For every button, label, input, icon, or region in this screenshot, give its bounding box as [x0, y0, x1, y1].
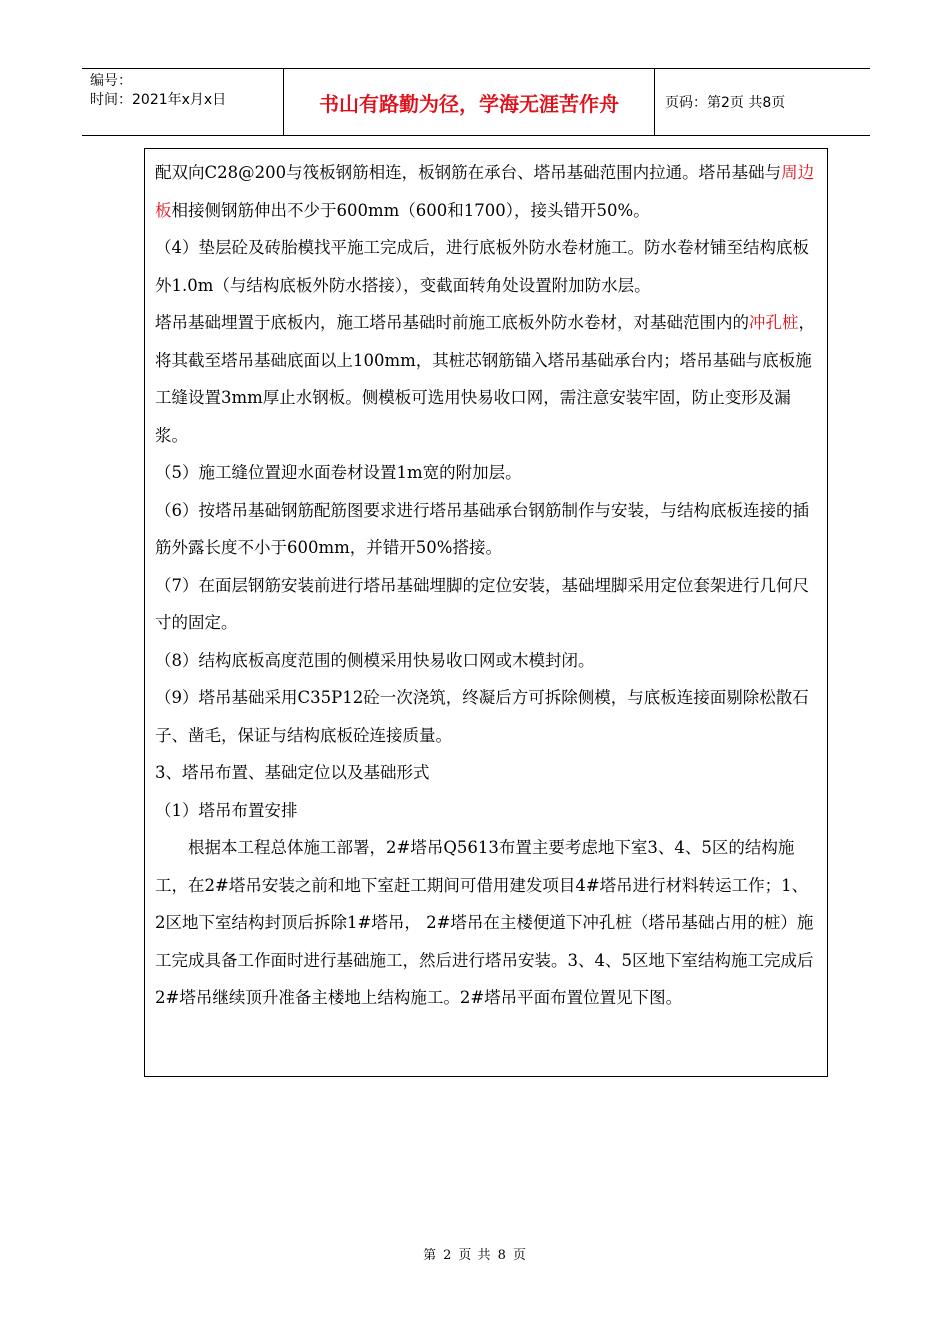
paragraph-step-8: （8）结构底板高度范围的侧模采用快易收口网或木模封闭。: [155, 650, 595, 670]
paragraph-crane-layout: 根据本工程总体施工部署，2#塔吊Q5613布置主要考虑地下室3、4、5区的结构施工，在2#塔吊安装之前和地下室赶工期间可借用建发项目4#塔吊进行材料转运工作；1、2区地下室结构封顶后拆除1#塔吊， 2#塔吊在主楼便道下冲孔桩（塔吊基础占用的桩）施工完成具备工作面时进行基础施工，然后进行塔吊安装。3、4、5区地下室结构施工完成后2#塔吊继续顶升准备主楼地上结构施工。2#塔吊平面布置位置见下图。: [155, 838, 814, 1007]
paragraph-step-6: （6）按塔吊基础钢筋配筋图要求进行塔吊基础承台钢筋制作与安装，与结构底板连接的插筋外露长度不小于600mm，并错开50%搭接。: [155, 500, 809, 557]
document-date: 时间：2021年x月x日: [90, 92, 227, 108]
header-page-number: 页码：第2页 共8页: [665, 95, 786, 111]
paragraph-foundation-embed: 塔吊基础埋置于底板内，施工塔吊基础时前施工底板外防水卷材，对基础范围内的冲孔桩，将其截至塔吊基础底面以上100mm，其桩芯钢筋锚入塔吊基础承台内；塔吊基础与底板施工缝设置3mm厚止水钢板。侧模板可选用快易收口网，需注意安装牢固，防止变形及漏浆。: [155, 313, 815, 445]
header-motto: 书山有路勤为径，学海无涯苦作舟: [284, 69, 655, 135]
highlight-perimeter-slab: 周边板: [155, 163, 815, 220]
paragraph-step-9: （9）塔吊基础采用C35P12砼一次浇筑，终凝后方可拆除侧模，与底板连接面剔除松散石子、凿毛，保证与结构底板砼连接质量。: [155, 688, 809, 745]
footer-total-pages: 8: [497, 1248, 507, 1263]
paragraph-step-7: （7）在面层钢筋安装前进行塔吊基础埋脚的定位安装，基础埋脚采用定位套架进行几何尺寸的固定。: [155, 575, 809, 632]
paragraph-step-5: （5）施工缝位置迎水面卷材设置1m宽的附加层。: [155, 463, 522, 482]
subsection-heading-1: （1）塔吊布置安排: [155, 800, 298, 820]
section-heading-3: 3、塔吊布置、基础定位以及基础形式: [155, 763, 430, 782]
paragraph-step-4: （4）垫层砼及砖胎模找平施工完成后，进行底板外防水卷材施工。防水卷材铺至结构底板外1.0m（与结构底板外防水搭接），变截面转角处设置附加防水层。: [155, 238, 809, 295]
paragraph-rebar: 配双向C28@200与筏板钢筋相连，板钢筋在承台、塔吊基础范围内拉通。塔吊基础与周边板相接侧钢筋伸出不少于600mm（600和1700），接头错开50%。: [155, 163, 815, 220]
document-number-label: 编号：: [90, 73, 132, 89]
page-footer: 第 2 页 共 8 页: [423, 1248, 527, 1263]
page-header: [82, 68, 870, 136]
content-box: [144, 148, 828, 1077]
header-meta: [82, 69, 284, 135]
footer-page-number: 2: [443, 1248, 453, 1263]
highlight-bored-pile: 冲孔桩: [749, 313, 799, 332]
